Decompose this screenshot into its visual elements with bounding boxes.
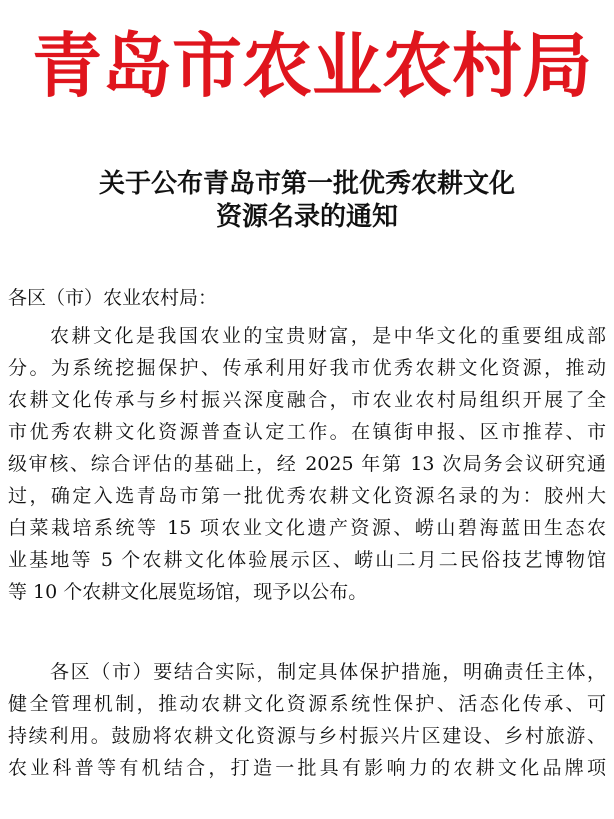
paragraph-line: 过，确定入选青岛市第一批优秀农耕文化资源名录的为：胶州大 bbox=[8, 485, 606, 507]
paragraph-line: 持续利用。鼓励将农耕文化资源与乡村振兴片区建设、乡村旅游、 bbox=[8, 725, 606, 747]
paragraph-line: 业基地等 5 个农耕文化体验展示区、崂山二月二民俗技艺博物馆 bbox=[8, 549, 606, 571]
body-paragraph-2 bbox=[8, 656, 606, 784]
paragraph-line: 各区（市）要结合实际，制定具体保护措施，明确责任主体， bbox=[50, 661, 606, 683]
paragraph-line: 白菜栽培系统等 15 项农业文化遗产资源、崂山碧海蓝田生态农 bbox=[8, 517, 606, 539]
organization-header: 青岛市农业农村局 bbox=[32, 24, 592, 107]
document-title-line-1: 关于公布青岛市第一批优秀农耕文化 bbox=[98, 169, 515, 199]
paragraph-line: 农业科普等有机结合，打造一批具有影响力的农耕文化品牌项 bbox=[8, 757, 606, 779]
paragraph-line: 农耕文化是我国农业的宝贵财富，是中华文化的重要组成部 bbox=[50, 325, 606, 347]
paragraph-line: 分。为系统挖掘保护、传承利用好我市优秀农耕文化资源，推动 bbox=[8, 357, 606, 379]
paragraph-line: 市优秀农耕文化资源普查认定工作。在镇街申报、区市推荐、市 bbox=[8, 421, 606, 443]
paragraph-line: 等 10 个农耕文化展览场馆，现予以公布。 bbox=[8, 581, 368, 603]
paragraph-line: 农耕文化传承与乡村振兴深度融合，市农业农村局组织开展了全 bbox=[8, 389, 606, 411]
salutation: 各区（市）农业农村局： bbox=[8, 287, 218, 309]
paragraph-line: 级审核、综合评估的基础上，经 2025 年第 13 次局务会议研究通 bbox=[8, 453, 606, 475]
document-title-line-2: 资源名录的通知 bbox=[215, 202, 398, 232]
paragraph-line: 健全管理机制，推动农耕文化资源系统性保护、活态化传承、可 bbox=[8, 693, 606, 715]
body-paragraph-1 bbox=[8, 320, 606, 608]
